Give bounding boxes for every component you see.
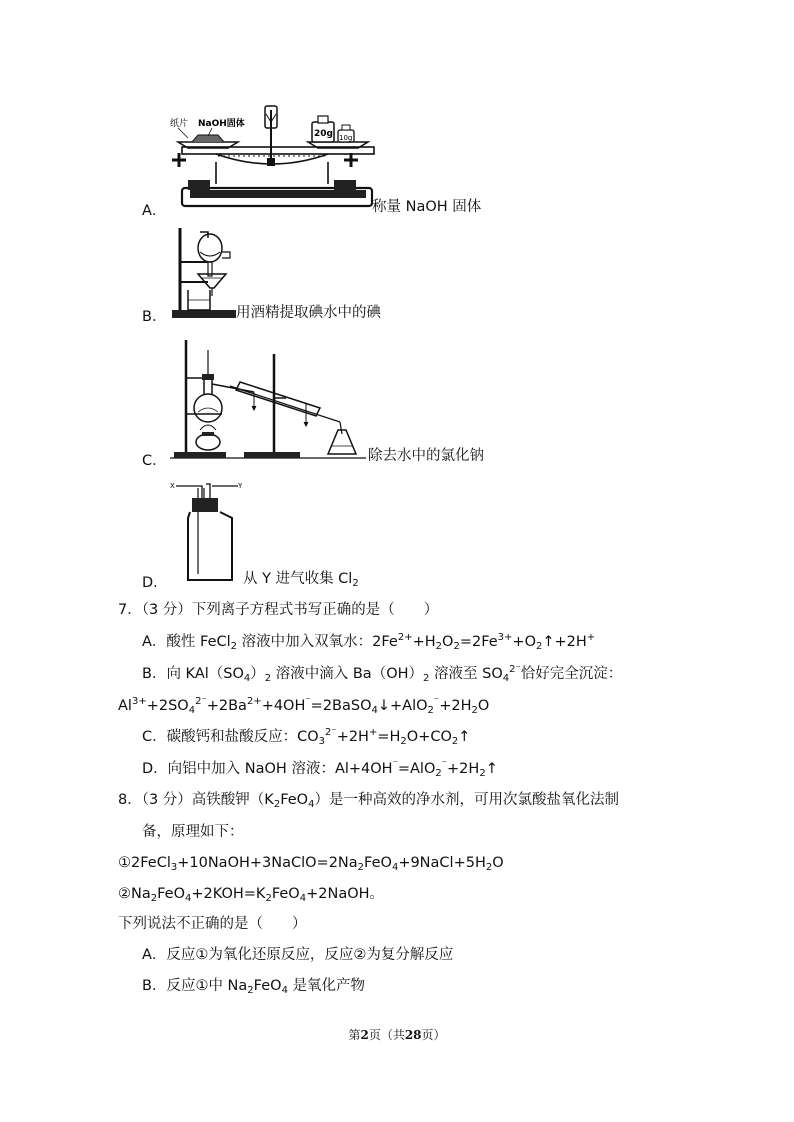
q8-r1-text: O (492, 855, 504, 871)
q7-beq-text: +4OH (261, 698, 306, 714)
q7-b-sub: 4 (243, 673, 251, 684)
q8-b-text: FeO (253, 978, 282, 994)
q8-r1-sub: 2 (357, 862, 365, 873)
q8-r2-text: +2KOH=K (191, 886, 266, 902)
q7-stem: 7．（3 分）下列离子方程式书写正确的是（ ） (118, 602, 439, 618)
q8-stem-line1 (118, 790, 619, 810)
q8-b-text: 是氧化产物 (287, 978, 366, 994)
weight-20g-label: 20g (314, 129, 333, 139)
q7-b-sub: 2 (423, 673, 430, 684)
q7-option-a (142, 632, 595, 652)
q8-stem-line2: 备，原理如下： (142, 824, 244, 840)
q8-r2-sub: 2 (265, 893, 272, 904)
naoh-label: NaOH固体 (198, 119, 245, 129)
q8-stem-sub: 2 (273, 799, 281, 810)
q7-beq-sup: ⁻ (433, 696, 440, 707)
q7-d-text: =AlO (397, 761, 436, 777)
q7-c-text: +2H (336, 729, 369, 745)
q8-question: 下列说法不正确的是（ ） (118, 916, 307, 932)
footer-page-number: 2 (360, 1028, 369, 1042)
q7-a-text: O (442, 634, 454, 650)
q7-c-sub: 2 (400, 736, 407, 747)
q7-d-text: +2H (447, 761, 480, 777)
q7-b-text: 恰好完全沉淀： (520, 666, 623, 682)
figure-a-caption: 称量 NaOH 固体 (372, 199, 482, 215)
q7-a-text: +H (412, 634, 436, 650)
q7-c-sup: 2⁻ (325, 727, 337, 738)
q8-r2-sub: 4 (299, 893, 307, 904)
q7-b-sub: 2 (264, 673, 272, 684)
figure-b-caption: 用酒精提取碘水中的碘 (236, 305, 381, 321)
q8-stem-sub: 4 (308, 799, 315, 810)
q8-r1-sub: 2 (485, 862, 493, 873)
q8-r1-text: ①2FeCl (118, 855, 171, 871)
footer-total-pages: 28 (404, 1028, 422, 1042)
q7-beq-sup: 2+ (246, 696, 262, 707)
q7-beq-text: =2BaSO (310, 698, 372, 714)
figure-d-caption-sub: 2 (352, 578, 359, 589)
figure-d-caption (243, 569, 359, 589)
separatory-funnel-figure (170, 226, 240, 318)
q7-beq-sub: 2 (427, 705, 434, 716)
footer-text: 第 (348, 1028, 361, 1042)
q7-c-sub: 2 (451, 736, 459, 747)
q7-d-sub: 2 (479, 768, 486, 779)
footer-text: 页） (421, 1028, 446, 1042)
q7-b-letter: B． (142, 666, 167, 682)
q7-beq-sub: 4 (188, 705, 196, 716)
q8-r1-text: +9NaCl+5H (398, 855, 486, 871)
q7-c-text: =H (377, 729, 401, 745)
q7-c-text: 碳酸钙和盐酸反应：CO (166, 729, 319, 745)
q7-beq-sub: 4 (371, 705, 378, 716)
q8-reaction-2 (118, 884, 384, 904)
q7-beq-text: ↓+AlO (377, 698, 428, 714)
q7-beq-text: +2SO (146, 698, 189, 714)
q7-c-letter: C． (142, 729, 167, 745)
footer-text: 页（共 (368, 1028, 405, 1042)
q7-a-text: ↑+2H (542, 634, 587, 650)
q7-beq-text: +2H (439, 698, 472, 714)
q7-a-sub: 2 (435, 641, 443, 652)
q8-stem-text: 8．（3 分）高铁酸钾（K (118, 792, 274, 808)
q7-c-sub: 3 (318, 736, 326, 747)
q7-b-text: 溶液中滴入 Ba（OH） (271, 666, 424, 682)
q7-a-text: 酸性 FeCl (166, 634, 231, 650)
balance-figure (168, 100, 378, 212)
q7-a-text: =2Fe (459, 634, 498, 650)
gas-bottle-figure (168, 480, 248, 586)
q7-b-sup: 2⁻ (509, 664, 521, 675)
q7-beq-sup: 3+ (131, 696, 147, 707)
q7-c-text: O+CO (406, 729, 452, 745)
q7-a-sub: 2 (453, 641, 460, 652)
q7-a-sup: 3+ (497, 632, 513, 643)
figure-c-letter: C． (142, 453, 167, 469)
q7-beq-sup: ⁻ (305, 696, 311, 707)
q7-a-text: 溶液中加入双氧水：2Fe (237, 634, 398, 650)
q7-d-sup: ⁻ (441, 759, 448, 770)
q7-option-b (142, 664, 622, 684)
page-footer (0, 1026, 794, 1043)
q8-r2-sub: 2 (150, 893, 158, 904)
q7-d-text: ↑ (485, 761, 498, 777)
q8-r2-text: +2NaOH。 (306, 886, 385, 902)
q8-a-letter: A． (142, 947, 167, 963)
q7-beq-sup: 2⁻ (195, 696, 207, 707)
q7-c-text: ↑ (458, 729, 471, 745)
q8-r1-text: FeO (364, 855, 392, 871)
q7-a-sup: 2+ (397, 632, 413, 643)
q8-stem-text: FeO (280, 792, 309, 808)
q7-option-d (142, 759, 498, 779)
figure-b-letter: B． (142, 309, 167, 325)
q8-a-text: 反应①为氧化还原反应，反应②为复分解反应 (166, 947, 454, 963)
q8-b-sub: 4 (281, 985, 288, 996)
q7-beq-text: Al (118, 698, 132, 714)
q7-option-b-equation (118, 696, 489, 716)
q7-a-letter: A． (142, 634, 167, 650)
q7-beq-sub: 2 (471, 705, 478, 716)
q7-option-c (142, 727, 470, 747)
q8-b-letter: B． (142, 978, 167, 994)
q8-r2-sub: 4 (185, 893, 192, 904)
figure-d-letter: D． (142, 575, 168, 591)
q7-d-sub: 2 (435, 768, 442, 779)
q8-b-text: 反应①中 Na (166, 978, 248, 994)
paper-label: 纸片 (170, 119, 189, 129)
q8-r1-sub: 3 (170, 862, 178, 873)
weight-10g-label: 10g (339, 134, 353, 142)
q7-b-text: 溶液至 SO (429, 666, 503, 682)
q8-r2-text: FeO (157, 886, 185, 902)
q7-a-sub: 2 (535, 641, 543, 652)
q7-a-sub: 2 (230, 641, 238, 652)
q8-reaction-1 (118, 853, 504, 873)
figure-d-caption-text: 从 Y 进气收集 Cl (243, 571, 353, 587)
q8-r1-sub: 4 (391, 862, 399, 873)
inlet-y-label: Y (238, 482, 243, 490)
q8-option-b (142, 976, 365, 996)
q7-b-sub: 4 (502, 673, 510, 684)
inlet-x-label: X (170, 482, 175, 490)
q7-d-letter: D． (142, 761, 168, 777)
figure-c-caption: 除去水中的氯化钠 (368, 448, 484, 464)
q7-c-sup: + (368, 727, 378, 738)
q7-a-text: +O (512, 634, 536, 650)
q7-beq-text: +2Ba (206, 698, 247, 714)
q8-r1-text: +10NaOH+3NaClO=2Na (177, 855, 358, 871)
q7-d-sup: ⁻ (392, 759, 398, 770)
q7-b-text: 向 KAl（SO (166, 666, 244, 682)
q7-b-text: ） (250, 666, 265, 682)
q8-option-a (142, 945, 453, 965)
q7-beq-text: O (477, 698, 490, 714)
q8-r2-text: ②Na (118, 886, 151, 902)
figure-a-letter: A． (142, 203, 167, 219)
q7-a-sup: + (586, 632, 596, 643)
q8-b-sub: 2 (247, 985, 254, 996)
q7-d-text: 向铝中加入 NaOH 溶液：Al+4OH (167, 761, 393, 777)
q8-stem-text: ）是一种高效的净水剂，可用次氯酸盐氧化法制 (314, 792, 619, 808)
q8-r2-text: FeO (271, 886, 300, 902)
distillation-figure (170, 334, 366, 462)
